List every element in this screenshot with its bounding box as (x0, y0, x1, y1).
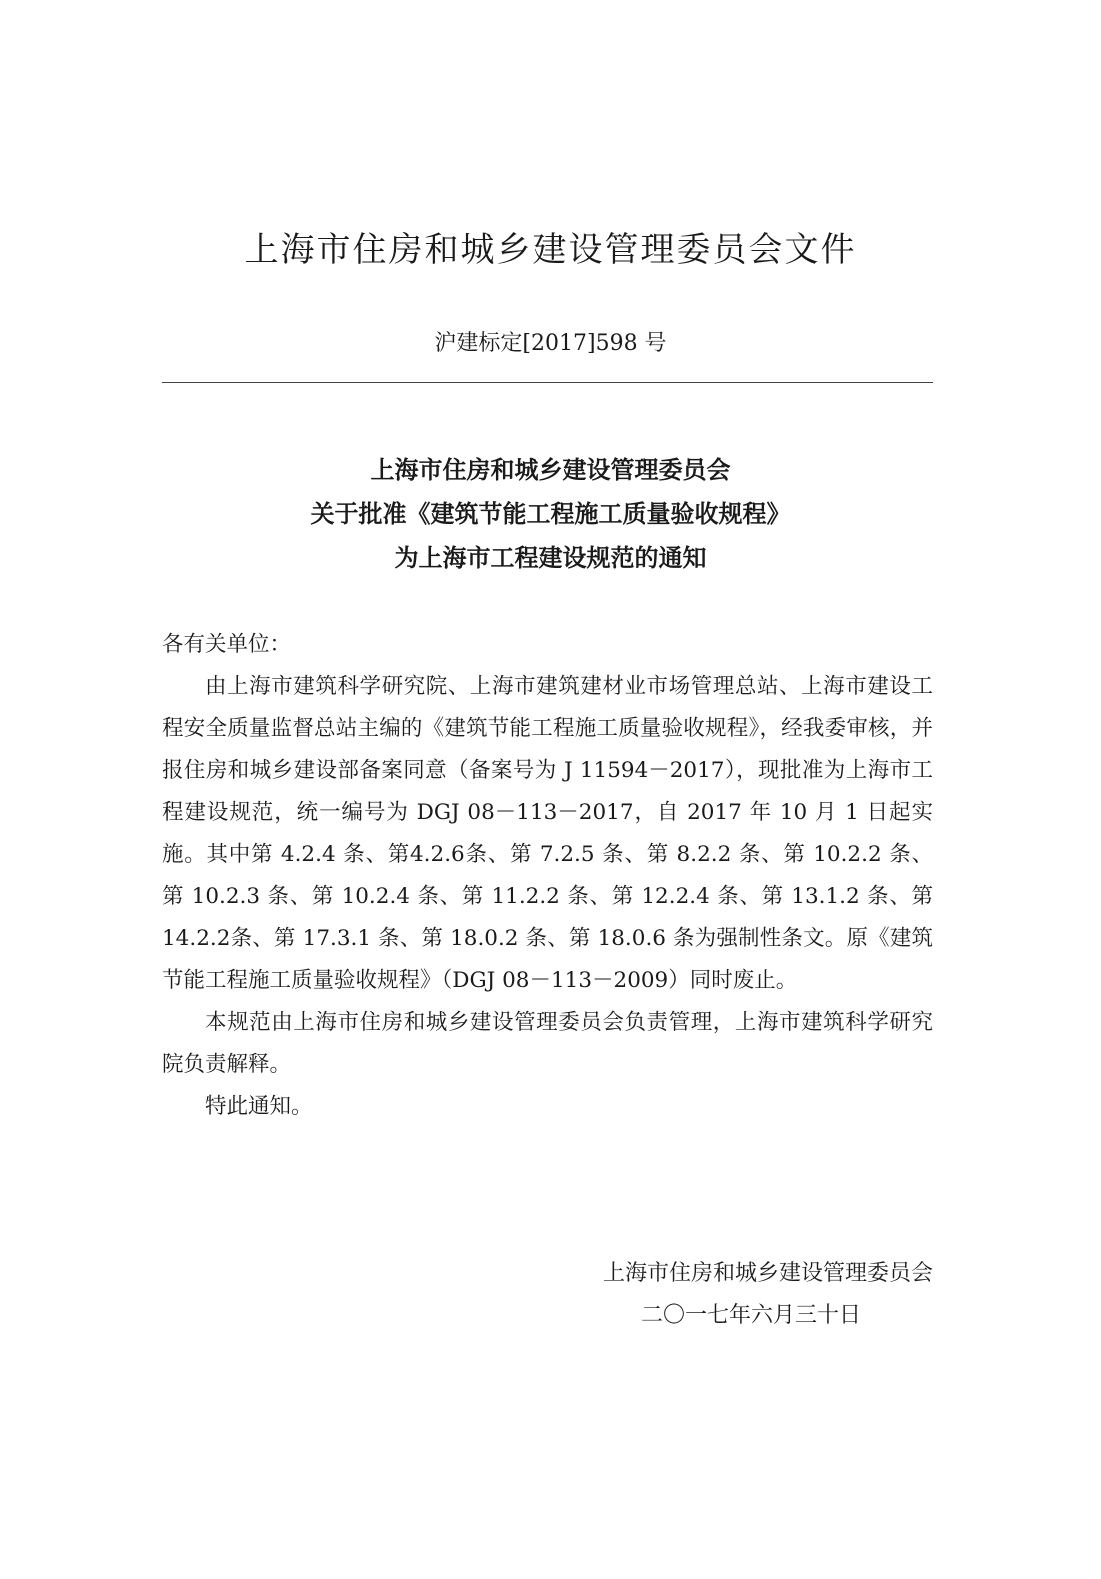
notice-title-line-1: 上海市住房和城乡建设管理委员会 (370, 456, 731, 484)
notice-body (162, 624, 933, 1128)
notice-title (0, 448, 1101, 580)
body-paragraph-responsibility: 本规范由上海市住房和城乡建设管理委员会负责管理，上海市建筑科学研究院负责解释。 (162, 1010, 933, 1077)
body-paragraph-main: 由上海市建筑科学研究院、上海市建筑建材业市场管理总站、上海市建设工程安全质量监督总站主编的《建筑节能工程施工质量验收规程》，经我委审核，并报住房和城乡建设部备案同意（备案号为 J 11594－2017），现批准为上海市工程建设规范，统一编号为 DGJ 08－113－2017，自 2017 年 10 月 1 日起实施。其中第 4.2.4 条、第4.2.6条、第 7.2.5 条、第 8.2.2 条、第 10.2.2 条、第 10.2.3 条、第 10.2.4 条、第 11.2.2 条、第 12.2.4 条、第 13.1.2 条、第 14.2.2条、第 17.3.1 条、第 18.0.2 条、第 18.0.6 条为强制性条文。原《建筑节能工程施工质量验收规程》（DGJ 08－113－2009）同时废止。 (162, 674, 933, 993)
document-header-title: 上海市住房和城乡建设管理委员会文件 (244, 230, 857, 270)
document-number: 沪建标定[2017]598 号 (434, 331, 667, 356)
signature-date: 二〇一七年六月三十日 (640, 1303, 861, 1328)
notice-title-line-2: 关于批准《建筑节能工程施工质量验收规程》 (310, 500, 791, 528)
signature-block (0, 1253, 933, 1337)
signature-org: 上海市住房和城乡建设管理委员会 (602, 1261, 933, 1286)
notice-title-line-3: 为上海市工程建设规范的通知 (394, 544, 707, 572)
salutation: 各有关单位： (162, 632, 292, 657)
header-divider (162, 382, 933, 383)
body-paragraph-closing: 特此通知。 (205, 1094, 313, 1119)
